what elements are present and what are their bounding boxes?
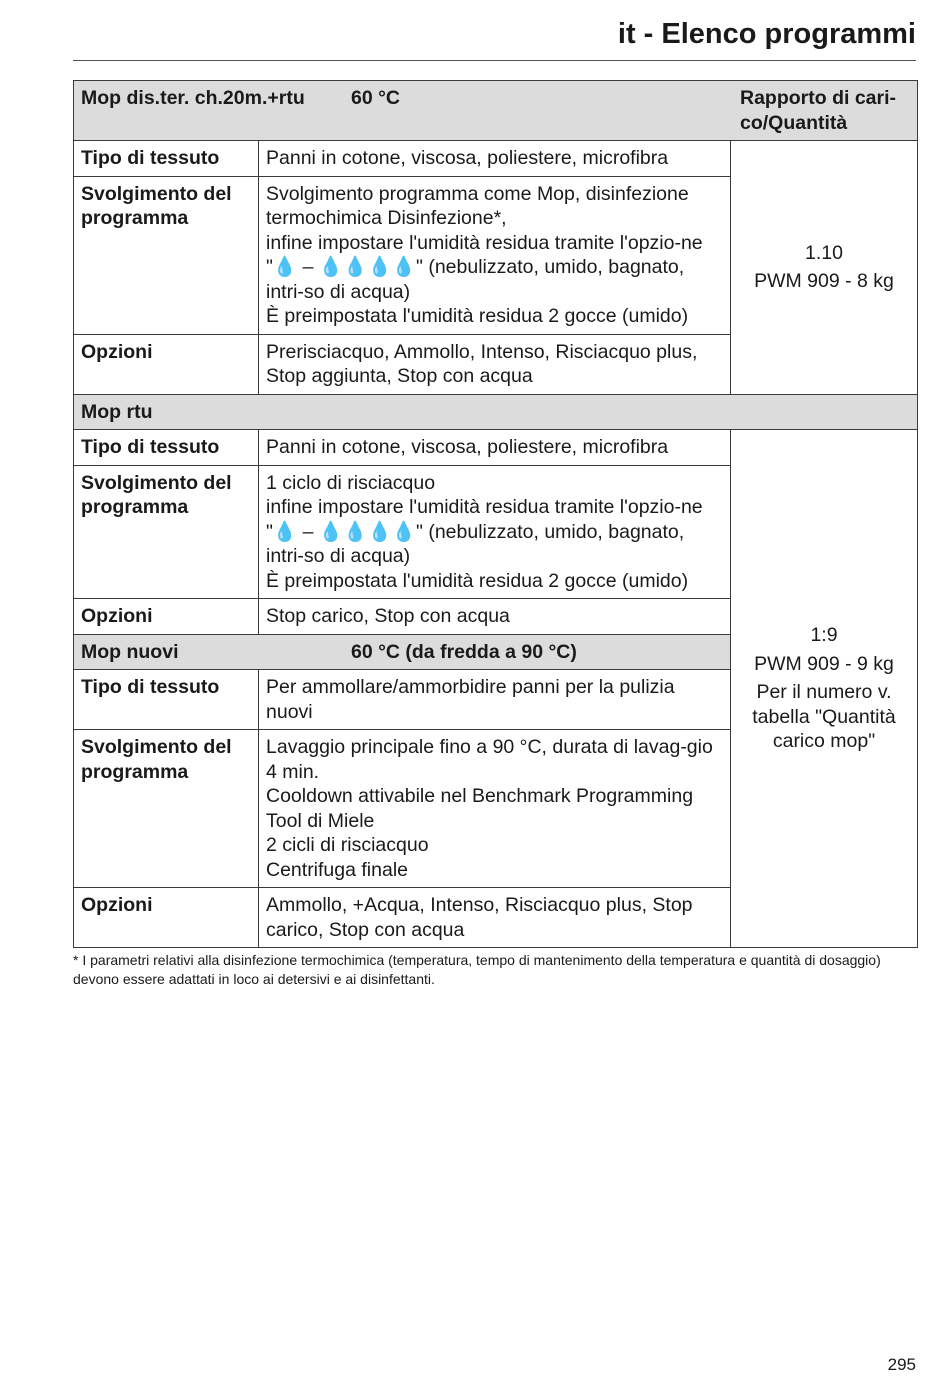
text-line: Lavaggio principale fino a 90 °C, durata di lavag-gio 4 min. xyxy=(266,736,713,783)
text-line: infine impostare l'umidità residua tramite l'opzio-ne "💧 – 💧💧💧💧" (nebulizzato, umido, bagnato, intri-so di acqua) xyxy=(266,231,703,303)
text-line: È preimpostata l'umidità residua 2 gocce (umido) xyxy=(266,305,689,327)
text-line: 1 ciclo di risciacquo xyxy=(266,471,436,494)
page-title: it - Elenco programmi xyxy=(617,18,916,50)
row-value: Panni in cotone, viscosa, poliestere, microfibra xyxy=(259,141,731,177)
row-label: Opzioni xyxy=(74,888,259,948)
table-row xyxy=(74,430,918,466)
row-value xyxy=(259,176,731,334)
table-row xyxy=(74,141,918,177)
row-label: Svolgimento del programma xyxy=(74,176,259,334)
row-label: Tipo di tessuto xyxy=(74,141,259,177)
row-label: Opzioni xyxy=(74,334,259,394)
row-label: Svolgimento del programma xyxy=(74,465,259,599)
page-number: 295 xyxy=(887,1355,916,1374)
section-name: Mop nuovi xyxy=(81,640,179,663)
ratio-cell xyxy=(731,430,918,948)
row-label: Tipo di tessuto xyxy=(74,430,259,466)
text-line: Centrifuga finale xyxy=(266,858,409,881)
load-ratio: 1.10 xyxy=(805,241,843,264)
section-temperature: 60 °C (da fredda a 90 °C) xyxy=(351,640,577,663)
header-divider xyxy=(73,60,916,61)
footnote: * I parametri relativi alla disinfezione termochimica (temperatura, tempo di mantenimento della temperatura e quantità di dosaggio) devono essere adattati in loco ai detersivi e ai disinfettanti. xyxy=(73,952,881,987)
row-label: Opzioni xyxy=(74,599,259,635)
section-header-mop-dis xyxy=(74,81,918,141)
row-label: Svolgimento del programma xyxy=(74,730,259,888)
machine-quantity: PWM 909 - 8 kg xyxy=(754,270,894,293)
program-table xyxy=(73,80,918,948)
text-line: Cooldown attivabile nel Benchmark Programming Tool di Miele xyxy=(266,785,694,832)
row-label: Tipo di tessuto xyxy=(74,670,259,730)
row-value: Per ammollare/ammorbidire panni per la pulizia nuovi xyxy=(259,670,731,730)
machine-quantity: PWM 909 - 9 kg xyxy=(754,652,894,675)
ratio-cell xyxy=(731,141,918,395)
section-header-mop-rtu xyxy=(74,394,918,430)
text-line: 2 cicli di risciacquo xyxy=(266,834,429,856)
section-temperature: 60 °C xyxy=(351,87,400,109)
ratio-column-header: Rapporto di cari-co/Quantità xyxy=(740,87,897,134)
row-value: Prerisciacquo, Ammollo, Intenso, Risciacquo plus, Stop aggiunta, Stop con acqua xyxy=(259,334,731,394)
row-value xyxy=(259,465,731,599)
text-line: Svolgimento programma come Mop, disinfezione termochimica Disinfezione*, xyxy=(266,182,689,229)
row-value xyxy=(259,730,731,888)
text-line: infine impostare l'umidità residua tramite l'opzio-ne "💧 – 💧💧💧💧" (nebulizzato, umido, bagnato, intri-so di acqua) xyxy=(266,496,703,567)
row-value: Ammollo, +Acqua, Intenso, Risciacquo plus, Stop carico, Stop con acqua xyxy=(259,888,731,948)
text-line: È preimpostata l'umidità residua 2 gocce (umido) xyxy=(266,569,689,592)
load-ratio: 1:9 xyxy=(810,624,838,647)
section-name: Mop rtu xyxy=(74,394,918,430)
quantity-note: Per il numero v. tabella "Quantità carico mop" xyxy=(752,681,896,753)
section-name: Mop dis.ter. ch.20m.+rtu xyxy=(81,87,305,109)
row-value: Stop carico, Stop con acqua xyxy=(259,599,731,635)
row-value: Panni in cotone, viscosa, poliestere, microfibra xyxy=(259,430,731,466)
